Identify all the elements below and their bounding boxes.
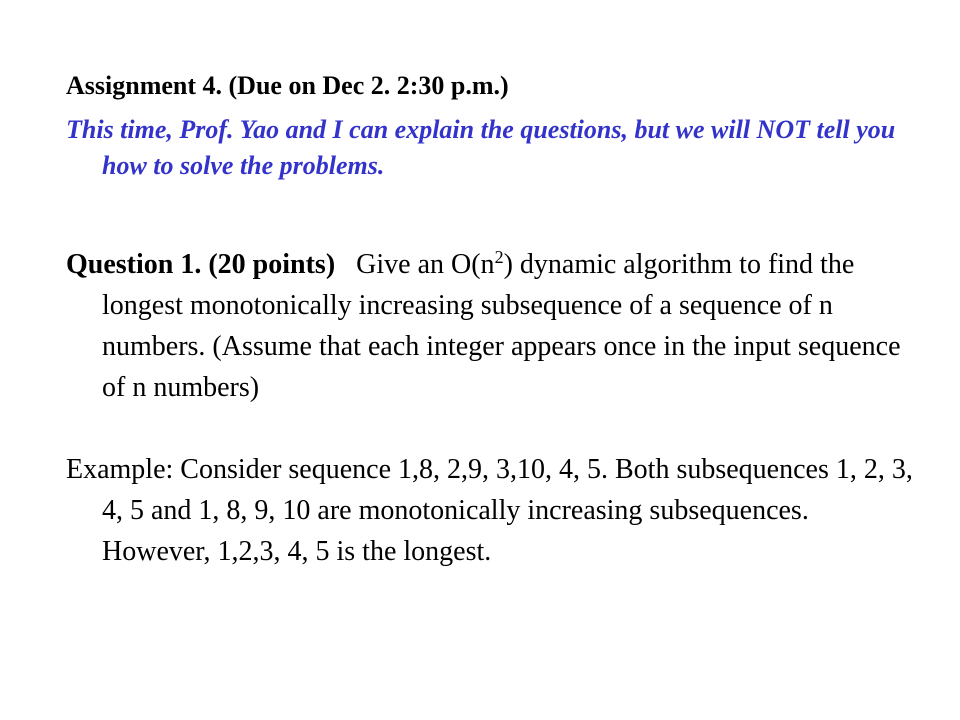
assignment-heading xyxy=(66,68,926,104)
assignment-heading-text: Assignment 4. (Due on Dec 2. 2:30 p.m.) xyxy=(66,71,509,100)
example-text: Example: Consider sequence 1,8, 2,9, 3,10, 4, 5. Both subsequences 1, 2, 3, 4, 5 and 1, 8, 9, 10 are monotonically increasing subsequences. However, 1,2,3, 4, 5 is the longest. xyxy=(66,454,913,567)
example-paragraph xyxy=(66,449,916,572)
question-1-exponent: 2 xyxy=(494,247,504,267)
question-1-label: Question 1. (20 points) xyxy=(66,249,336,280)
instructor-note xyxy=(66,112,896,184)
question-1-text-start: Give an O(n xyxy=(356,249,495,280)
instructor-note-text: This time, Prof. Yao and I can explain the questions, but we will NOT tell you how to solve the problems. xyxy=(66,115,896,180)
question-1 xyxy=(66,244,916,408)
question-1-text-end: ) dynamic algorithm to find the longest monotonically increasing subsequence of a sequence of n numbers. (Assume that each integer appears once in the input sequence of n numbers) xyxy=(102,249,901,403)
